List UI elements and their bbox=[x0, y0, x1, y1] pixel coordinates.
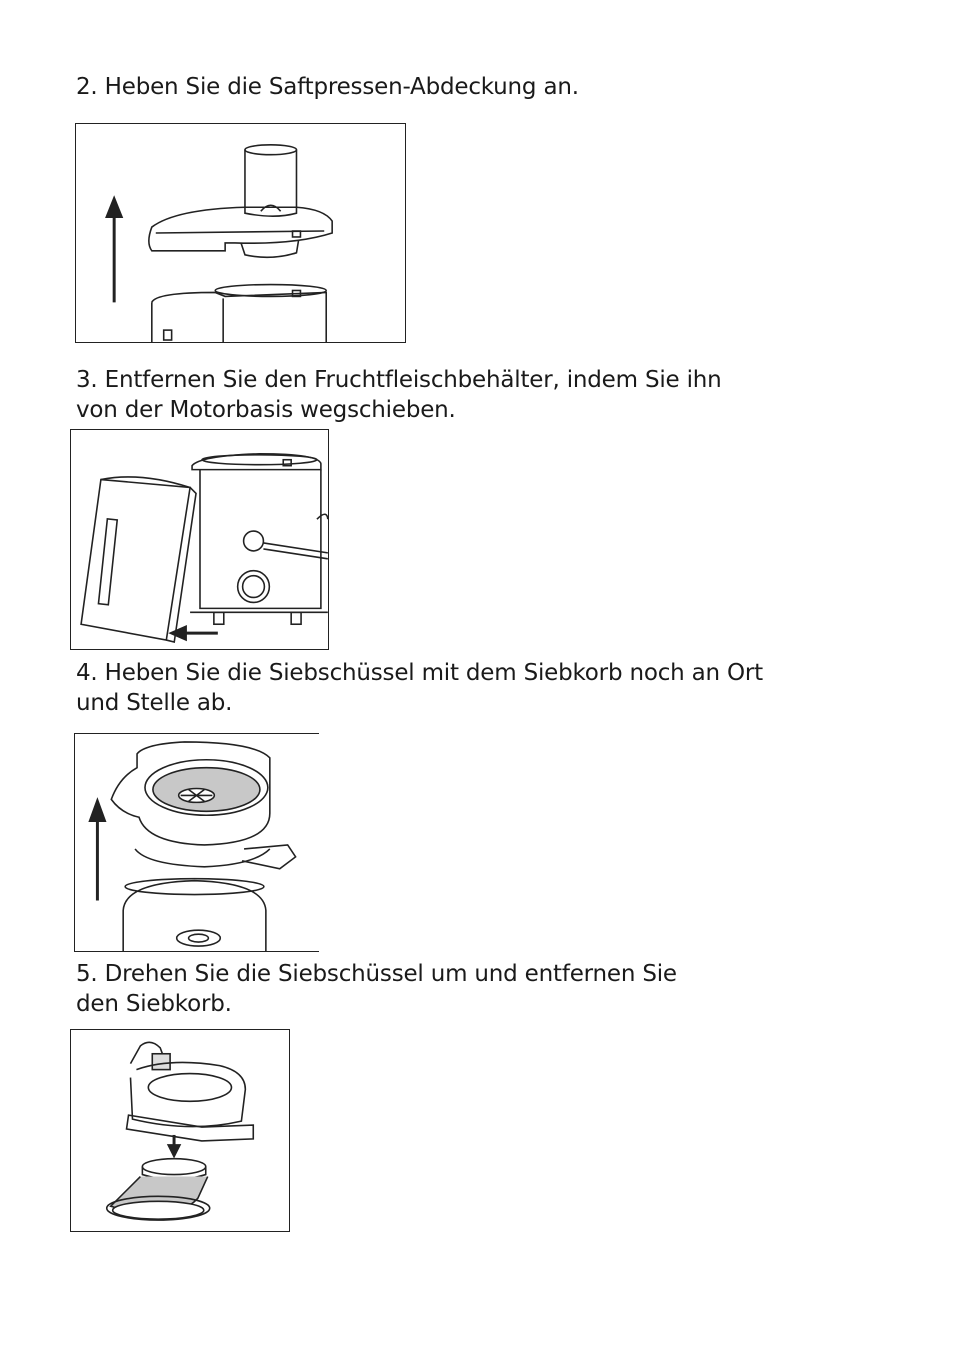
remove-filter-basket-illustration bbox=[71, 1030, 289, 1231]
step-2-text: 2. Heben Sie die Saftpressen-Abdeckung an. bbox=[76, 74, 579, 100]
remove-pulp-container-illustration bbox=[71, 430, 328, 649]
step-2-figure bbox=[75, 123, 406, 343]
step-3-figure bbox=[70, 429, 329, 650]
lift-filter-bowl-illustration bbox=[75, 734, 319, 951]
lift-cover-illustration bbox=[76, 124, 405, 342]
step-4-figure bbox=[74, 733, 319, 952]
step-3-text: 3. Entfernen Sie den Fruchtfleischbehälter, indem Sie ihn von der Motorbasis wegschieben. bbox=[76, 367, 722, 423]
step-5-figure bbox=[70, 1029, 290, 1232]
step-5-text: 5. Drehen Sie die Siebschüssel um und entfernen Sie den Siebkorb. bbox=[76, 961, 677, 1017]
step-4-text: 4. Heben Sie die Siebschüssel mit dem Siebkorb noch an Ort und Stelle ab. bbox=[76, 660, 763, 716]
